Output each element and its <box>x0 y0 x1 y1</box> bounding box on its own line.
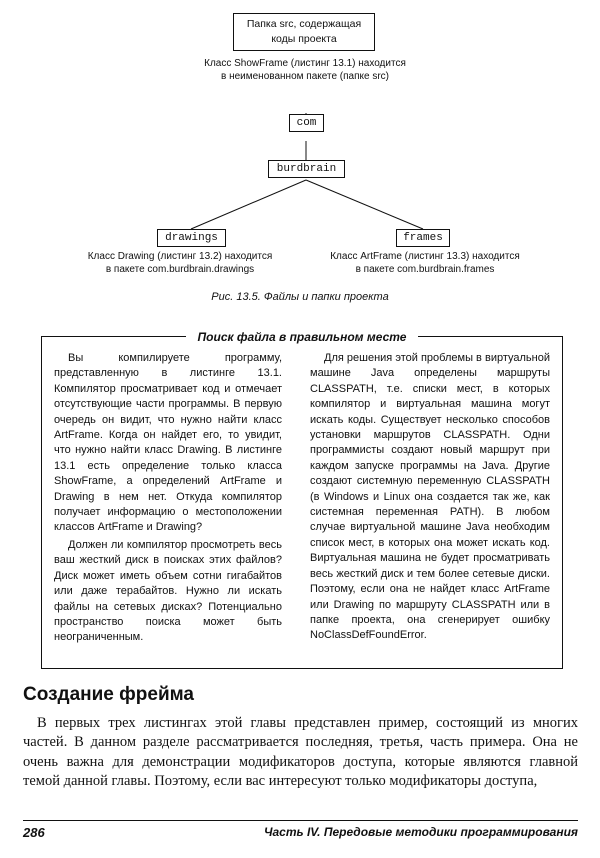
frames-folder-box: frames <box>396 229 450 247</box>
page-number: 286 <box>23 825 45 840</box>
sidebar-right-paragraph-1: Для решения этой проблемы в виртуальной машине Java определены маршруты CLASSPATH, т.е. списки мест, в которых компилятор и виртуальная машина могут искать коды. Существует несколько способов установки маршрутов CLASSPATH. Одни программисты создают новый маршрут при каждом запуске программы на Java. Другие создают системную переменную CLASSPATH (в Windows и Linux она создается так же, как системная переменная PATH). В любом случае виртуальной машине Java необходим список мест, в которых она может искать код. Виртуальная машина не будет просматривать весь жесткий диск и тем более сетевые диски. Поэтому, если она не найдет класс ArtFrame или Drawing по маршруту CLASSPATH или в папке проекта, она сгенерирует ошибку NoClassDefFoundError. <box>310 352 550 642</box>
sidebar-left-paragraph-2: Должен ли компилятор просмотреть весь ваш жесткий диск в поисках этих файлов? Диск может иметь объем сотни гигабайтов или даже терабайтов. Нужно ли искать файлы на сетевых дисках? Потенциально пространство поиска может быть неограниченным. <box>54 538 282 644</box>
showframe-note-line-2: в неименованном пакете (папке src) <box>220 71 389 82</box>
section-body: В первых трех листингах этой главы представлен пример, состоящий из многих частей. В данном разделе рассматривается последняя, третья, часть примера. Она не очень важна для демонстрации модификаторов доступа, которые являются главной темой данной главы. Поэтому, если вас интересуют только модификаторы доступа, <box>23 715 578 789</box>
sidebar-right-column <box>310 351 550 644</box>
showframe-note-line-1: Класс ShowFrame (листинг 13.1) находится <box>204 58 406 69</box>
sidebar-title-wrap <box>42 328 562 346</box>
sidebar-box <box>41 330 563 669</box>
sidebar-left-column <box>54 351 282 646</box>
src-folder-line-2: коды проекта <box>271 33 337 45</box>
showframe-note <box>180 57 430 83</box>
section-title: Создание фрейма <box>23 684 194 705</box>
sidebar-title: Поиск файла в правильном месте <box>186 330 419 344</box>
artframe-note <box>305 250 545 276</box>
drawing-note-line-1: Класс Drawing (листинг 13.2) находится <box>87 251 273 262</box>
src-folder-box <box>233 13 375 51</box>
artframe-note-line-2: в пакете com.burdbrain.frames <box>355 264 495 275</box>
drawing-note <box>60 250 300 276</box>
artframe-note-line-1: Класс ArtFrame (листинг 13.3) находится <box>330 251 520 262</box>
drawings-folder-box: drawings <box>157 229 226 247</box>
com-folder-box: com <box>289 114 324 132</box>
running-head: Часть IV. Передовые методики программирования <box>263 825 578 839</box>
figure-caption: Рис. 13.5. Файлы и папки проекта <box>211 291 389 303</box>
drawing-note-line-2: в пакете com.burdbrain.drawings <box>105 264 255 275</box>
footer-rule <box>23 820 578 821</box>
src-folder-line-1: Папка src, содержащая <box>246 18 362 30</box>
burdbrain-folder-box: burdbrain <box>268 160 345 178</box>
sidebar-left-paragraph-1: Вы компилируете программу, представленную в листинге 13.1. Компилятор просматривает код и отмечает отсутствующие части программы. В первую очередь он видит, что нужно найти класс ArtFrame. Когда он найдет его, то увидит, что нужно найти класс Drawing. В листинге 13.1 есть определение только класса ShowFrame, а определений ArtFrame и Drawing в нем нет. Откуда компилятор получает информацию о местоположении классов ArtFrame и Drawing? <box>54 352 282 534</box>
